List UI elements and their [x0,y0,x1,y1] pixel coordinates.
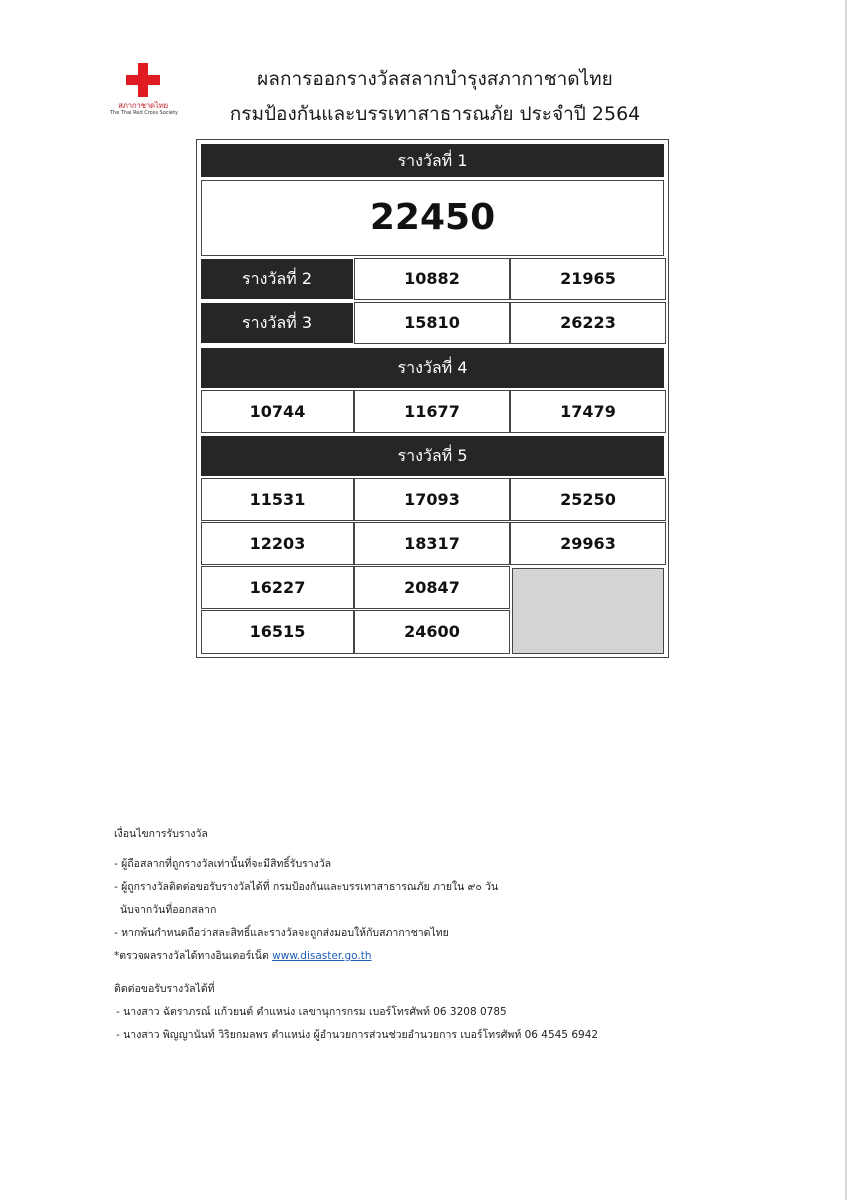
prize1-header [201,144,664,177]
prize5-header [201,436,664,476]
page-title: ผลการออกรางวัลสลากบำรุงสภากาชาดไทย [257,68,613,90]
prize1-label: รางวัลที่ 1 [397,151,468,170]
empty-cell [512,568,664,654]
results-table [196,139,669,658]
prize5-number: 24600 [354,610,510,654]
page-edge [845,0,847,1200]
prize4-number: 17479 [510,390,666,433]
prize2-number: 21965 [510,258,666,300]
red-cross-icon [126,63,160,97]
prize5-number: 12203 [201,522,354,565]
prize5-number: 25250 [510,478,666,521]
conditions-heading: เงื่อนไขการรับรางวัล [114,828,208,840]
condition-item: - ผู้ถูกรางวัลติดต่อขอรับรางวัลได้ที่ กรมป้องกันและบรรเทาสาธารณภัย ภายใน ๙๐ วัน [114,881,499,893]
prize2-label: รางวัลที่ 2 [242,269,312,288]
prize4-number: 11677 [354,390,510,433]
logo-text-english: The Thai Red Cross Society [110,110,178,116]
prize5-number: 16515 [201,610,354,654]
prize1-number: 22450 [201,180,664,256]
prize3-number: 26223 [510,302,666,344]
page-subtitle: กรมป้องกันและบรรเทาสาธารณภัย ประจำปี 2564 [229,103,641,125]
contacts-heading: ติดต่อขอรับรางวัลได้ที่ [114,983,215,995]
check-results-text: *ตรวจผลรางวัลได้ทางอินเตอร์เน็ต [114,950,269,962]
prize5-number: 18317 [354,522,510,565]
condition-item: - ผู้ถือสลากที่ถูกรางวัลเท่านั้นที่จะมีสิทธิ์รับรางวัล [114,858,332,870]
red-cross-logo [110,63,178,119]
prize4-header [201,348,664,388]
prize5-number: 29963 [510,522,666,565]
check-results-line [114,947,372,964]
prize2-header [201,259,353,299]
prize3-header [201,303,353,343]
prize5-number: 16227 [201,566,354,609]
prize2-number: 10882 [354,258,510,300]
prize5-label: รางวัลที่ 5 [397,446,468,465]
prize5-number: 17093 [354,478,510,521]
contact-item: - นางสาว พิญญานันท์ วิริยกมลพร ตำแหน่ง ผู้อำนวยการส่วนช่วยอำนวยการ เบอร์โทรศัพท์ 06 4545 6942 [116,1029,599,1041]
condition-item: นับจากวันที่ออกสลาก [120,904,217,916]
prize4-number: 10744 [201,390,354,433]
website-link[interactable]: www.disaster.go.th [272,950,372,962]
prize3-label: รางวัลที่ 3 [242,313,312,332]
logo-text-thai: สภากาชาดไทย [118,101,168,110]
contact-item: - นางสาว ฉัตราภรณ์ แก้วยนต์ ตำแหน่ง เลขานุการกรม เบอร์โทรศัพท์ 06 3208 0785 [116,1006,507,1018]
prize4-label: รางวัลที่ 4 [397,358,468,377]
prize3-number: 15810 [354,302,510,344]
condition-item: - หากพ้นกำหนดถือว่าสละสิทธิ์และรางวัลจะถูกส่งมอบให้กับสภากาชาดไทย [114,927,449,939]
prize5-number: 11531 [201,478,354,521]
prize5-number: 20847 [354,566,510,609]
